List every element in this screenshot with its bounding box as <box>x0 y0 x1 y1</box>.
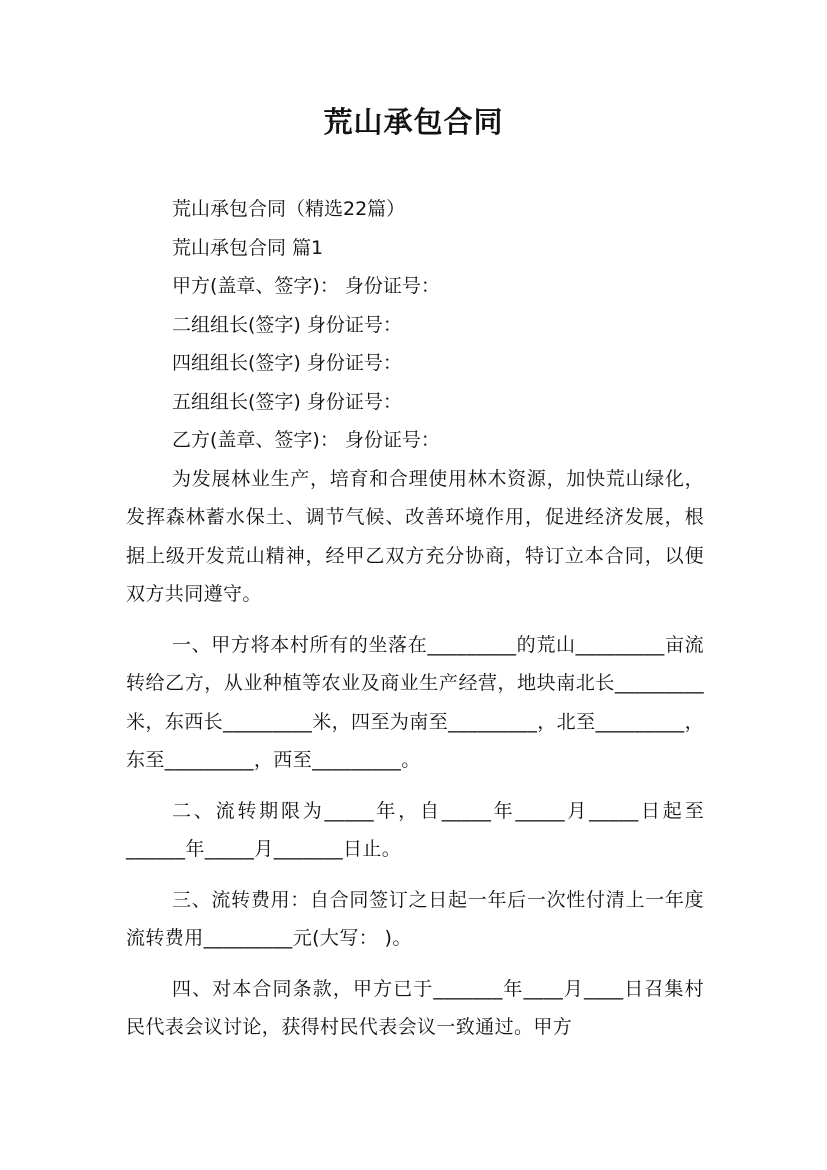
document-body <box>126 190 704 1047</box>
signature-line: 四组组长(签字) 身份证号： <box>172 352 402 374</box>
signature-line: 乙方(盖章、签字)： 身份证号： <box>172 429 440 451</box>
clause-paragraph: 四、对本合同条款，甲方已于_______年____月____日召集村民代表会议讨论，获得村民代表会议一致通过。甲方 <box>126 977 704 1038</box>
clause-paragraph: 一、甲方将本村所有的坐落在_________的荒山_________亩流转给乙方，从业种植等农业及商业生产经营，地块南北长_________米，东西长_________米，四至为南至_________，北至_________，东至_________，西至_________。 <box>126 633 704 771</box>
signature-line: 五组组长(签字) 身份证号： <box>172 390 402 413</box>
signature-line: 甲方(盖章、签字)： 身份证号： <box>172 275 440 297</box>
document-subtitle: 荒山承包合同（精选22篇） <box>172 198 406 220</box>
clause-paragraph: 三、流转费用：自合同签订之日起一年后一次性付清上一年度流转费用_________元(大写： )。 <box>126 888 704 949</box>
signature-line: 二组组长(签字) 身份证号： <box>172 313 402 336</box>
document-title: 荒山承包合同 <box>323 105 504 139</box>
intro-paragraph: 为发展林业生产，培育和合理使用林木资源，加快荒山绿化，发挥森林蓄水保土、调节气候、改善环境作用，促进经济发展，根据上级开发荒山精神，经甲乙双方充分协商，特订立本合同，以便双方共同遵守。 <box>126 467 704 605</box>
section-heading: 荒山承包合同 篇1 <box>172 236 324 259</box>
clause-paragraph: 二、流转期限为_____年，自_____年_____月_____日起至______年_____月_______日止。 <box>126 799 704 860</box>
